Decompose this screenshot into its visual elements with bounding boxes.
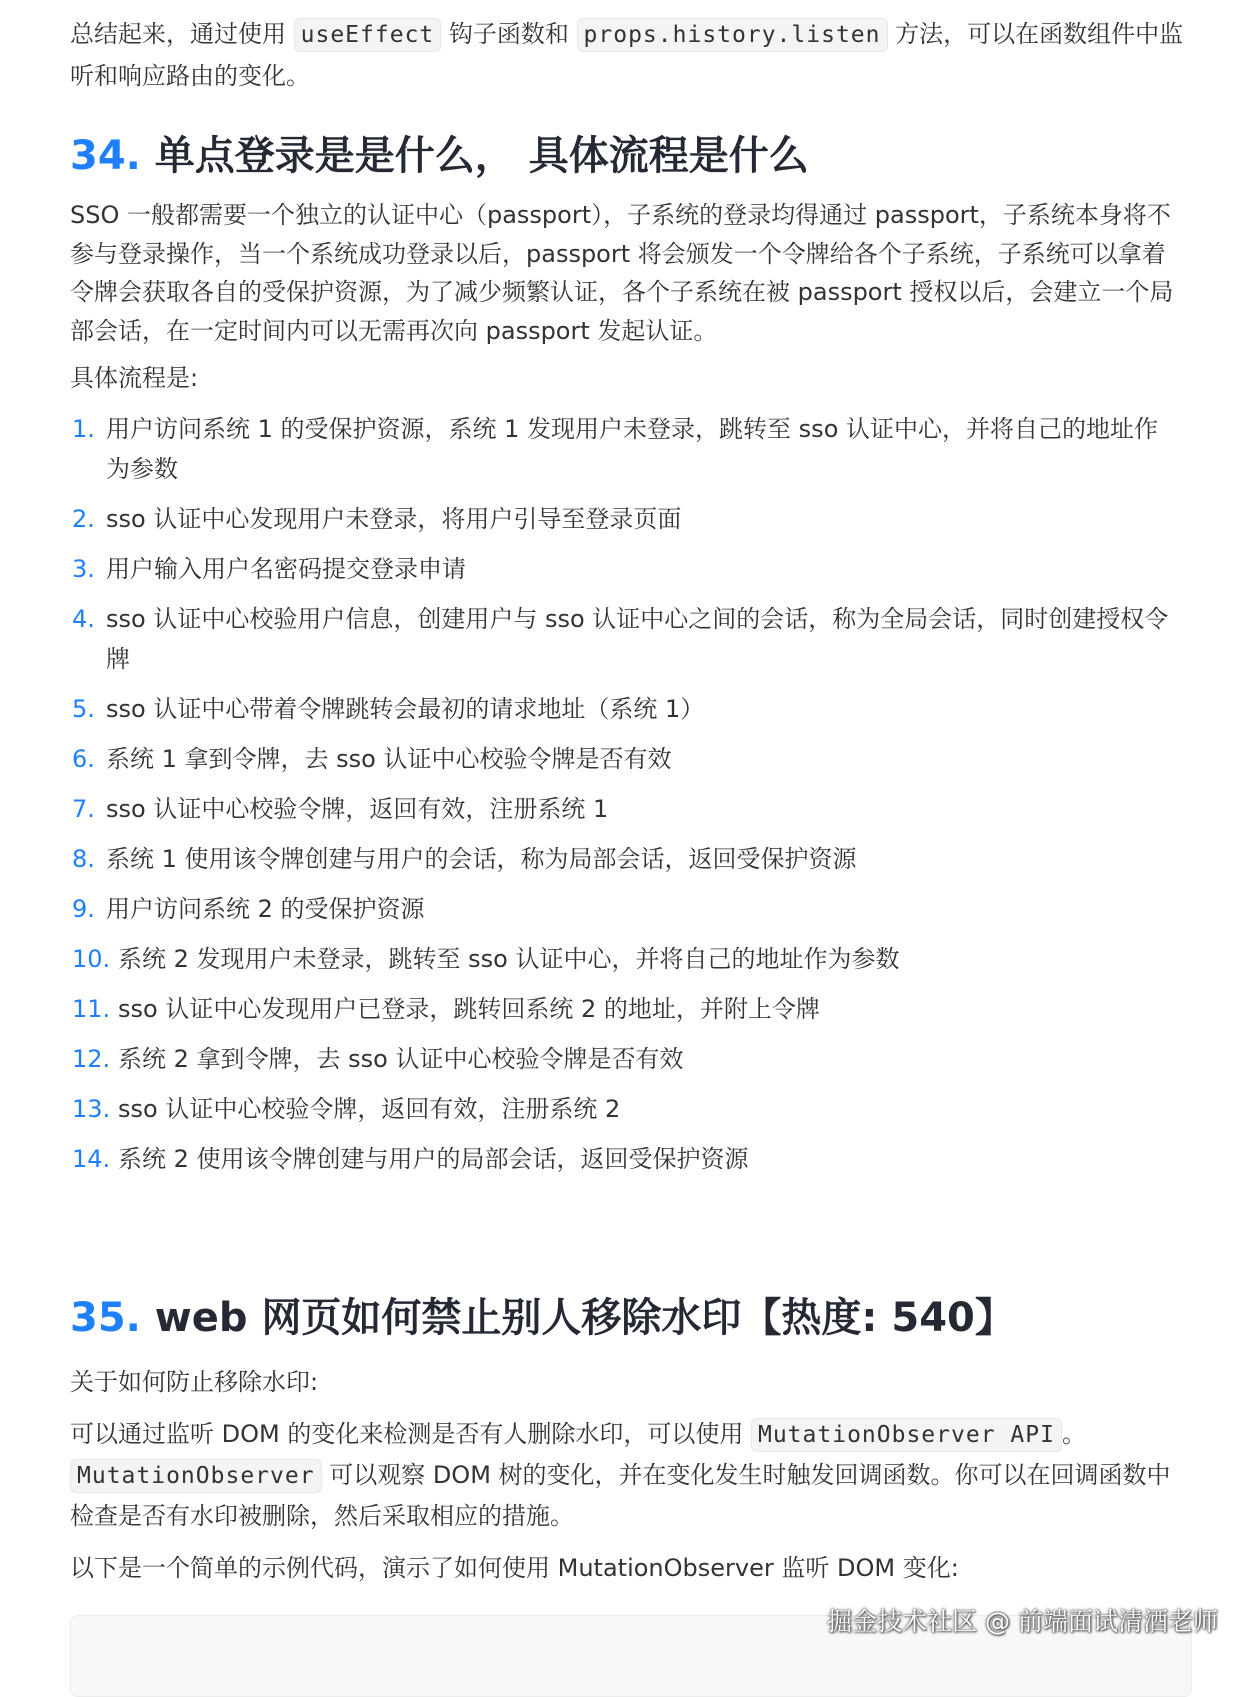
list-number: 12.: [72, 1045, 111, 1073]
list-text: 系统 2 使用该令牌创建与用户的局部会话，返回受保护资源: [118, 1145, 749, 1173]
example-intro: 以下是一个简单的示例代码，演示了如何使用 MutationObserver 监听 DOM 变化:: [70, 1554, 959, 1582]
list-item: [70, 409, 1180, 489]
list-item: [70, 689, 1180, 729]
paragraph-text: 。: [1061, 1420, 1086, 1448]
list-number: 9.: [72, 895, 95, 923]
list-number: 7.: [72, 795, 95, 823]
sso-description: SSO 一般都需要一个独立的认证中心（passport），子系统的登录均得通过 passport，子系统本身将不参与登录操作，当一个系统成功登录以后，passport 将会颁发一个令牌给各个子系统，子系统可以拿着令牌会获取各自的受保护资源，为了减少频繁认证，各个子系统在被 passport 授权以后，会建立一个局部会话，在一定时间内可以无需再次向 passport 发起认证。: [70, 201, 1174, 345]
sso-flow-list: [70, 409, 1180, 1179]
list-item: [70, 889, 1180, 929]
section-number: 35.: [70, 1295, 141, 1341]
list-item: [70, 1139, 1180, 1179]
mutation-observer-paragraph: [70, 1414, 1185, 1536]
list-number: 5.: [72, 695, 95, 723]
intro-text: 总结起来，通过使用: [70, 20, 286, 48]
list-item: [70, 989, 1180, 1029]
list-text: sso 认证中心带着令牌跳转会最初的请求地址（系统 1）: [106, 695, 705, 723]
list-number: 1.: [72, 415, 95, 443]
list-number: 14.: [72, 1145, 111, 1173]
list-text: 系统 2 拿到令牌，去 sso 认证中心校验令牌是否有效: [118, 1045, 684, 1073]
list-number: 13.: [72, 1095, 111, 1123]
intro-text: 钩子函数和: [448, 20, 569, 48]
list-text: sso 认证中心校验用户信息，创建用户与 sso 认证中心之间的会话，称为全局会话，同时创建授权令牌: [106, 605, 1169, 673]
list-item: [70, 499, 1180, 539]
inline-code-useeffect: useEffect: [294, 18, 442, 52]
watermark-label: 关于如何防止移除水印:: [70, 1368, 319, 1396]
list-number: 3.: [72, 555, 95, 583]
list-number: 10.: [72, 945, 111, 973]
list-text: 用户访问系统 1 的受保护资源，系统 1 发现用户未登录，跳转至 sso 认证中心，并将自己的地址作为参数: [106, 415, 1159, 483]
list-number: 6.: [72, 745, 95, 773]
intro-paragraph: [70, 14, 1185, 97]
list-item: [70, 939, 1180, 979]
list-text: sso 认证中心发现用户未登录，将用户引导至登录页面: [106, 505, 682, 533]
section-35-heading: [70, 1290, 1015, 1346]
list-item: [70, 789, 1180, 829]
inline-code-history-listen: props.history.listen: [577, 18, 888, 52]
list-text: sso 认证中心校验令牌，返回有效，注册系统 2: [118, 1095, 621, 1123]
list-number: 2.: [72, 505, 95, 533]
section-title: web 网页如何禁止别人移除水印【热度: 540】: [154, 1295, 1015, 1341]
list-item: [70, 839, 1180, 879]
list-text: 系统 1 拿到令牌，去 sso 认证中心校验令牌是否有效: [106, 745, 672, 773]
list-text: sso 认证中心校验令牌，返回有效，注册系统 1: [106, 795, 609, 823]
section-number: 34.: [70, 133, 141, 179]
list-item: [70, 599, 1180, 679]
list-text: 系统 1 使用该令牌创建与用户的会话，称为局部会话，返回受保护资源: [106, 845, 857, 873]
section-34-heading: [70, 128, 809, 184]
list-number: 4.: [72, 605, 95, 633]
paragraph-text: 可以观察 DOM 树的变化，并在变化发生时触发回调函数。你可以在回调函数中检查是否有水印被删除，然后采取相应的措施。: [70, 1461, 1171, 1530]
list-text: 用户输入用户名密码提交登录申请: [106, 555, 466, 583]
list-text: 系统 2 发现用户未登录，跳转至 sso 认证中心，并将自己的地址作为参数: [118, 945, 900, 973]
intro-text: 方法，可以在函数组件中监听和响应路由的变化。: [70, 20, 1184, 90]
list-text: 用户访问系统 2 的受保护资源: [106, 895, 425, 923]
section-title: 单点登录是是什么， 具体流程是什么: [154, 133, 809, 179]
list-text: sso 认证中心发现用户已登录，跳转回系统 2 的地址，并附上令牌: [118, 995, 820, 1023]
flow-label: 具体流程是:: [70, 364, 199, 392]
list-number: 8.: [72, 845, 95, 873]
paragraph-text: 可以通过监听 DOM 的变化来检测是否有人删除水印，可以使用: [70, 1420, 744, 1448]
list-item: [70, 739, 1180, 779]
inline-code-mutation-observer-api: MutationObserver API: [751, 1418, 1062, 1452]
list-item: [70, 549, 1180, 589]
list-number: 11.: [72, 995, 111, 1023]
list-item: [70, 1039, 1180, 1079]
site-watermark: 掘金技术社区 @ 前端面试清酒老师: [827, 1607, 1218, 1636]
inline-code-mutation-observer: MutationObserver: [70, 1459, 322, 1493]
list-item: [70, 1089, 1180, 1129]
